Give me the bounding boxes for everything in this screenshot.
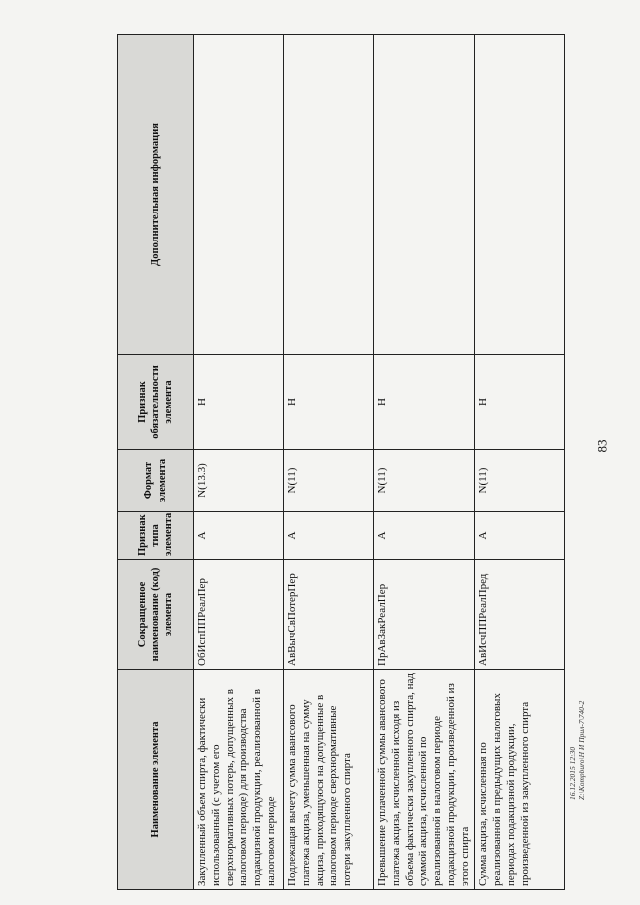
- cell-name: Сумма акциза, исчисленная по реализованной в предыдущих налоговых периодах подакцизной продукции, произведенной из закупленного спирта: [475, 670, 565, 890]
- cell-format: N(13.3): [194, 450, 284, 512]
- header-format: Формат элемента: [118, 450, 194, 512]
- footer-line-1: 16.12.2015 12:30: [568, 746, 577, 800]
- header-code: Сокращенное наименование (код) элемента: [118, 560, 194, 670]
- footer-line-2: Z:\Kompburo\Н И Прил-7\740-2: [577, 700, 587, 800]
- cell-required: Н: [475, 355, 565, 450]
- table-row: [284, 35, 374, 890]
- header-type: Признак типа элемента: [118, 512, 194, 560]
- cell-name: Закупленный объем спирта, фактически использованный (с учетом его сверхнормативных потерь, допущенных в налоговом периоде) для производства подакцизной продукции, реализованной в налоговом периоде: [194, 670, 284, 890]
- cell-type: А: [284, 512, 374, 560]
- header-required: Признак обязательности элемента: [118, 355, 194, 450]
- cell-code: АвВычСвПотерПер: [284, 560, 374, 670]
- cell-code: АвИсчППРеалПред: [475, 560, 565, 670]
- cell-code: ПрАвЗакРеалПер: [374, 560, 475, 670]
- cell-extra: [475, 35, 565, 355]
- cell-extra: [194, 35, 284, 355]
- cell-required: Н: [284, 355, 374, 450]
- cell-required: Н: [374, 355, 475, 450]
- cell-type: А: [194, 512, 284, 560]
- cell-extra: [284, 35, 374, 355]
- cell-code: ОбИспППРеалПер: [194, 560, 284, 670]
- cell-type: А: [374, 512, 475, 560]
- cell-required: Н: [194, 355, 284, 450]
- header-name: Наименование элемента: [118, 670, 194, 890]
- table-row: [194, 35, 284, 890]
- footer-stamp: [568, 701, 587, 800]
- cell-format: N(11): [374, 450, 475, 512]
- header-extra: Дополнительная информация: [118, 35, 194, 355]
- rotated-table-container: [117, 35, 552, 890]
- cell-format: N(11): [284, 450, 374, 512]
- elements-table: [117, 34, 565, 890]
- cell-name: Подлежащая вычету сумма авансового платежа акциза, уменьшенная на сумму акциза, приходящуюся на допущенные в налоговом периоде сверхнормативные потери закупленного спирта: [284, 670, 374, 890]
- table-row: [475, 35, 565, 890]
- cell-format: N(11): [475, 450, 565, 512]
- cell-extra: [374, 35, 475, 355]
- cell-type: А: [475, 512, 565, 560]
- cell-name: Превышение уплаченной суммы авансового платежа акциза, исчисленной исходя из объема фактически закупленного спирта, над суммой акциза, исчисленной по реализованной в налоговом периоде подакцизной продукции, произведенной из этого спирта: [374, 670, 475, 890]
- page-number: 83: [594, 439, 610, 453]
- table-row: [374, 35, 475, 890]
- table-header-row: [118, 35, 194, 890]
